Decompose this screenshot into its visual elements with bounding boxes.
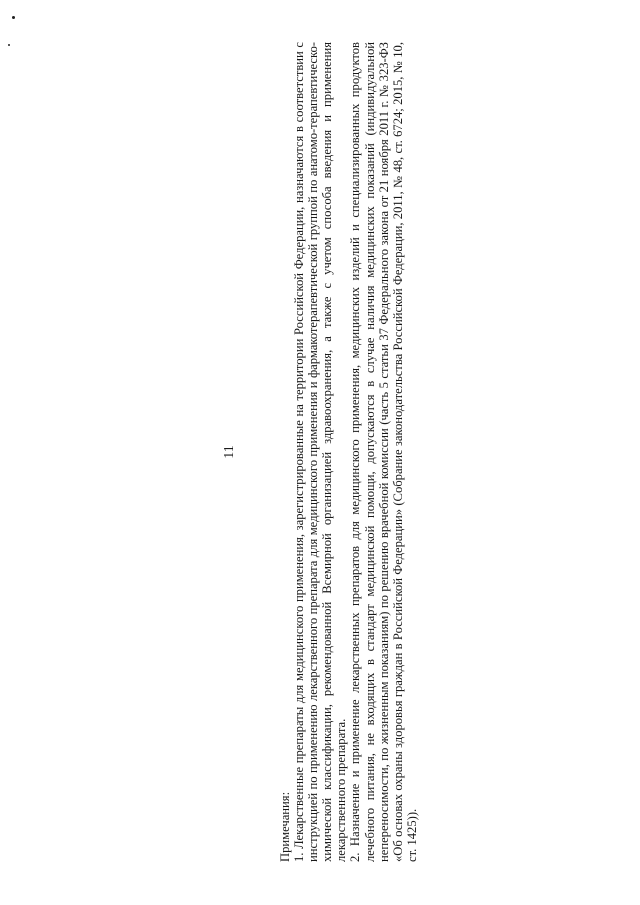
note-item-2: 2. Назначение и применение лекарственных препаратов для медицинского применения, медицинских изделий и специализированных продуктов лечебного питания, не входящих в стандарт медицинской помощи, допускаются в случае наличия медицинских показаний (индивидуальной непереносимости, по жизненным показаниям) по решению врачебной комиссии (часть 5 статьи 37 Федерального закона от 21 ноября 2011 г. № 323-ФЗ «Об основах охраны здоровья граждан в Российской Федерации» (Собрание законодательства Российской Федерации, 2011, № 48, ст. 6724; 2015, № 10, ст. 1425)). <box>348 42 419 862</box>
rotated-content <box>222 42 418 862</box>
scan-speck <box>8 44 10 46</box>
note-item-1: 1. Лекарственные препараты для медицинского применения, зарегистрированные на территории Российской Федерации, назначаются в соответствии с инструкцией по применению лекарственного препарата для медицинского применения и фармакотерапевтической группой по анатомо-терапевтическо-химической классификации, рекомендованной Всемирной организацией здравоохранения, а также с учетом способа введения и применения лекарственного препарата. <box>292 42 349 862</box>
notes-section <box>278 42 419 862</box>
notes-heading: Примечания: <box>278 791 292 862</box>
scan-speck <box>12 16 15 19</box>
page-number: 11 <box>222 445 237 459</box>
